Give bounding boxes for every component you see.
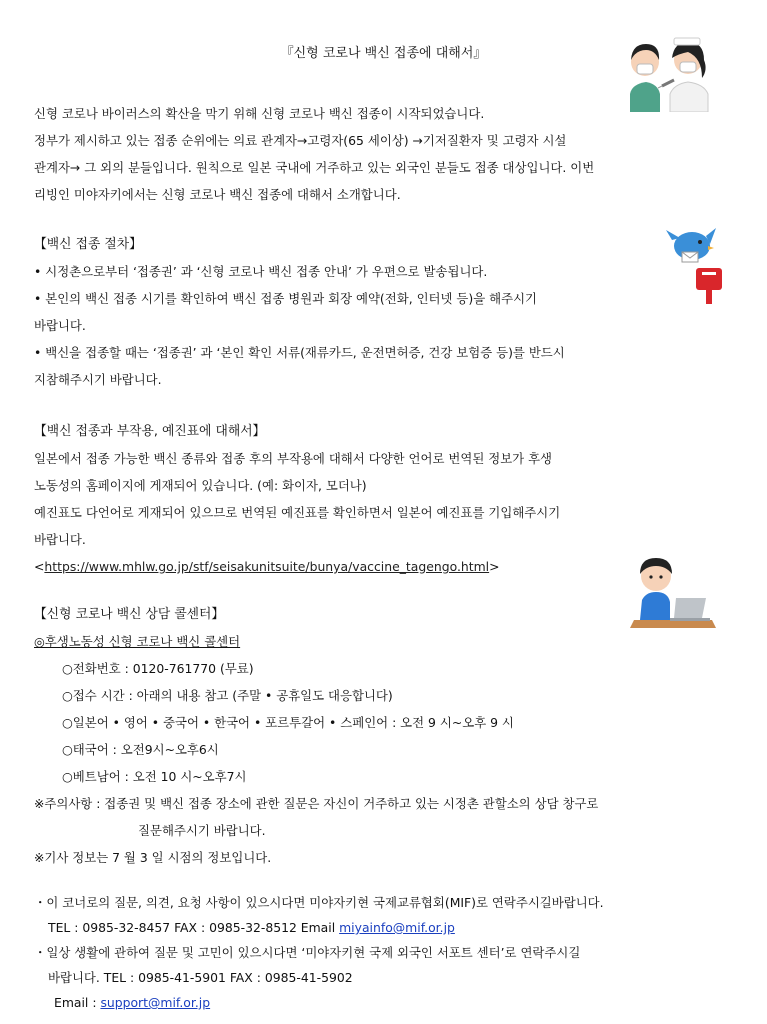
mif-contact-line: [34, 915, 746, 940]
intro-line: 관계자→ 그 외의 분들입니다. 원칙으로 일본 국내에 거주하고 있는 외국인 분들도 접종 대상입니다. 이번: [34, 160, 595, 175]
caution-note: ※주의사항 : 접종권 및 백신 접종 장소에 관한 질문은 자신이 거주하고 있는 시정촌 관할소의 상담 창구로: [34, 796, 599, 811]
call-center-section: [34, 601, 736, 871]
call-center-heading: 【신형 코로나 백신 상담 콜센터】: [34, 607, 225, 622]
side-effects-heading: 【백신 접종과 부작용, 예진표에 대해서】: [34, 424, 266, 439]
side-effects-line: 노동성의 홈페이지에 게재되어 있습니다. (예: 화이자, 모더나): [34, 478, 367, 493]
mif-contact-text: TEL : 0985-32-8457 FAX : 0985-32-8512 Email: [48, 920, 340, 935]
footer-bullet-support: ・일상 생활에 관하여 질문 및 고민이 있으시다면 ‘미야자키현 국제 외국인 서포트 센터’로 연락주시길: [34, 945, 581, 960]
intro-line: 리빙인 미야자키에서는 신형 코로나 백신 접종에 대해서 소개합니다.: [34, 187, 401, 202]
procedure-heading: 【백신 접종 절차】: [34, 237, 142, 252]
call-center-name: ◎후생노동성 신형 코로나 백신 콜센터: [34, 634, 241, 649]
procedure-line: • 시정촌으로부터 ‘접종권’ 과 ‘신형 코로나 백신 접종 안내’ 가 우편으로 발송됩니다.: [34, 264, 488, 279]
caution-note-continued: 질문해주시기 바랍니다.: [138, 823, 266, 838]
side-effects-line: 바랍니다.: [34, 532, 86, 547]
url-close-bracket: >: [489, 559, 500, 574]
support-email-label: Email :: [54, 995, 101, 1010]
intro-line: 정부가 제시하고 있는 접종 순위에는 의료 관계자→고령자(65 세이상) →기저질환자 및 고령자 시설: [34, 133, 567, 148]
footer-contacts: [34, 890, 746, 1015]
side-effects-line: 예진표도 다언어로 게재되어 있으므로 번역된 예진표를 확인하면서 일본어 예진표를 기입해주시기: [34, 505, 561, 520]
intro-line: 신형 코로나 바이러스의 확산을 막기 위해 신형 코로나 백신 접종이 시작되었습니다.: [34, 106, 485, 121]
support-email-link[interactable]: support@mif.or.jp: [100, 995, 211, 1010]
info-date-note: ※기사 정보는 7 월 3 일 시점의 정보입니다.: [34, 850, 272, 865]
procedure-line: 지참해주시기 바랍니다.: [34, 372, 162, 387]
mif-email-link[interactable]: miyainfo@mif.or.jp: [339, 920, 455, 935]
call-center-item: ○태국어 : 오전9시~오후6시: [62, 742, 219, 757]
intro-paragraph: [34, 100, 736, 208]
document-title: 『신형 코로나 백신 접종에 대해서』: [280, 46, 487, 61]
support-contact-line: 바랍니다. TEL : 0985-41-5901 FAX : 0985-41-5902: [48, 970, 353, 985]
support-email-line: [34, 990, 746, 1015]
url-open-bracket: <: [34, 559, 45, 574]
footer-bullet-mif: ・이 코너로의 질문, 의견, 요청 사항이 있으시다면 미야자키현 국제교류협회(MIF)로 연락주시길바랍니다.: [34, 895, 604, 910]
procedure-line: 바랍니다.: [34, 318, 86, 333]
procedure-line: • 백신을 접종할 때는 ‘접종권’ 과 ‘본인 확인 서류(재류카드, 운전면허증, 건강 보험증 등)를 반드시: [34, 345, 565, 360]
call-center-item: ○접수 시간 : 아래의 내용 참고 (주말 • 공휴일도 대응합니다): [62, 688, 393, 703]
procedure-line: • 본인의 백신 접종 시기를 확인하여 백신 접종 병원과 회장 예약(전화, 인터넷 등)을 해주시기: [34, 291, 538, 306]
mhlw-vaccine-link[interactable]: https://www.mhlw.go.jp/stf/seisakunitsuite/bunya/vaccine_tagengo.html: [44, 559, 490, 574]
call-center-item: ○베트남어 : 오전 10 시~오후7시: [62, 769, 247, 784]
side-effects-line: 일본에서 접종 가능한 백신 종류와 접종 후의 부작용에 대해서 다양한 언어로 번역된 정보가 후생: [34, 451, 553, 466]
call-center-item: ○전화번호 : 0120-761770 (무료): [62, 661, 254, 676]
call-center-item: ○일본어 • 영어 • 중국어 • 한국어 • 포르투갈어 • 스페인어 : 오전 9 시~오후 9 시: [62, 715, 514, 730]
procedure-section: [34, 231, 736, 393]
